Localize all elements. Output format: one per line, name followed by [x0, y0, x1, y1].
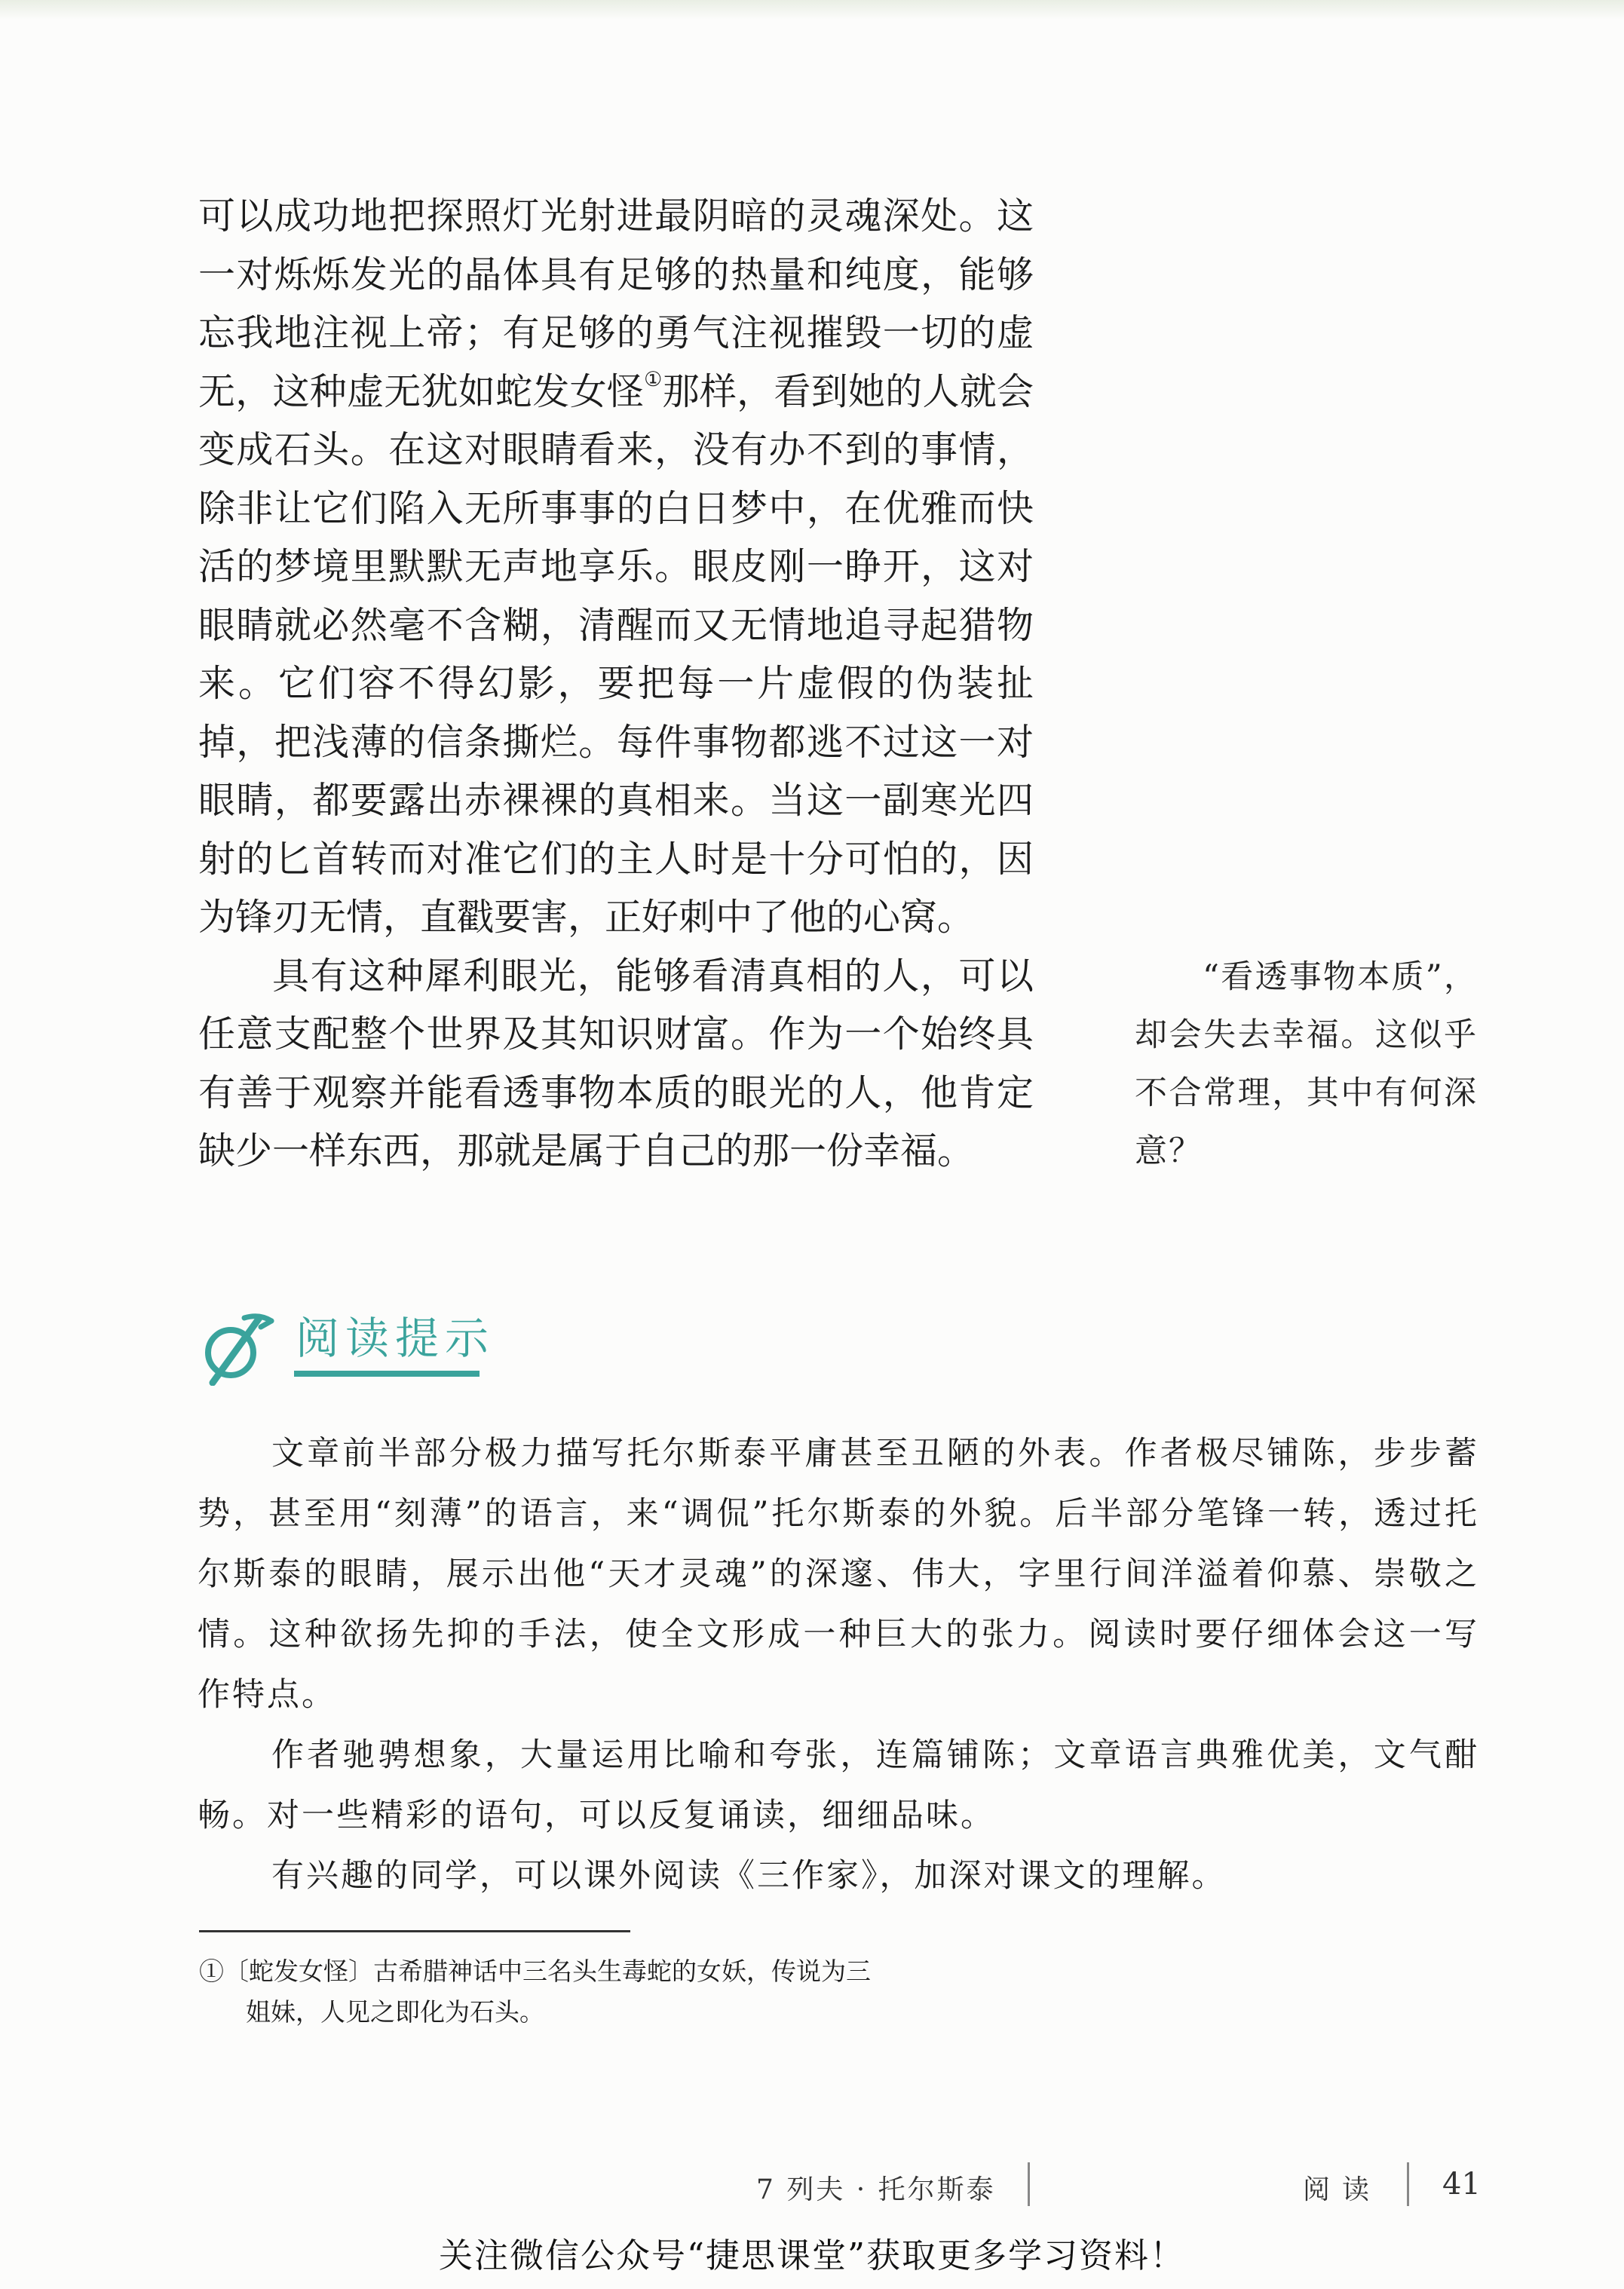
footer-lesson-title: 7 列夫 · 托尔斯泰 [756, 2174, 996, 2205]
reading-tips-body [198, 1423, 1479, 1906]
reading-tips-underline [294, 1371, 480, 1377]
reading-tips-title: 阅读提示 [296, 1313, 495, 1364]
reading-tips-icon [198, 1310, 279, 1386]
page-top-edge [0, 0, 1624, 20]
reading-tips-paragraph-1: 文章前半部分极力描写托尔斯泰平庸甚至丑陋的外表。作者极尽铺陈，步步蓄势，甚至用“刻薄”的语言，来“调侃”托尔斯泰的外貌。后半部分笔锋一转，透过托尔斯泰的眼睛，展示出他“天才灵魂”的深邃、伟大，字里行间洋溢着仰慕、崇敬之情。这种欲扬先抑的手法，使全文形成一种巨大的张力。阅读时要仔细体会这一写作特点。 [198, 1435, 1479, 1714]
main-paragraph-1-part-b: 那样，看到她的人就会变成石头。在这对眼睛看来，没有办不到的事情，除非让它们陷入无所事事的白日梦中，在优雅而快活的梦境里默默无声地享乐。眼皮刚一睁开，这对眼睛就必然毫不含糊，清醒而又无情地追寻起猎物来。它们容不得幻影，要把每一片虚假的伪装扯掉，把浅薄的信条撕烂。每件事物都逃不过这一对眼睛，都要露出赤裸裸的真相来。当这一副寒光四射的匕首转而对准它们的主人时是十分可怕的，因为锋刃无情，直戳要害，正好刺中了他的心窝。 [198, 369, 1034, 939]
footer-unit-label: 阅读 [1303, 2174, 1382, 2205]
page-number: 41 [1442, 2167, 1481, 2202]
margin-note-text: “看透事物本质”，却会失去幸福。这似乎不合常理，其中有何深意？ [1135, 958, 1478, 1170]
main-paragraph-1-part-a: 可以成功地把探照灯光射进最阴暗的灵魂深处。这一对烁烁发光的晶体具有足够的热量和纯度，能够忘我地注视上帝；有足够的勇气注视摧毁一切的虚无，这种虚无犹如蛇发女怪 [198, 195, 1034, 413]
page-footer [0, 2168, 1624, 2214]
footer-divider [1028, 2162, 1030, 2206]
footnote-reference-1[interactable]: ① [644, 367, 663, 391]
footnote [199, 1951, 878, 2033]
reading-tips-paragraph-3: 有兴趣的同学，可以课外阅读《三作家》，加深对课文的理解。 [271, 1857, 1227, 1895]
watermark-caption: 关注微信公众号“捷思课堂”获取更多学习资料！ [438, 2235, 1185, 2275]
reading-tips-header [198, 1310, 499, 1393]
margin-note [1135, 948, 1478, 1181]
main-paragraph-1 [198, 187, 1034, 947]
footer-divider [1407, 2162, 1409, 2206]
reading-tips-paragraph-2: 作者驰骋想象，大量运用比喻和夸张，连篇铺陈；文章语言典雅优美，文气酣畅。对一些精彩的语句，可以反复诵读，细细品味。 [198, 1736, 1479, 1834]
main-paragraph-2: 具有这种犀利眼光，能够看清真相的人，可以任意支配整个世界及其知识财富。作为一个始终具有善于观察并能看透事物本质的眼光的人，他肯定缺少一样东西，那就是属于自己的那一份幸福。 [198, 954, 1034, 1172]
main-text-column [198, 187, 1034, 1181]
footnote-divider [199, 1930, 630, 1932]
footnote-text: ①〔蛇发女怪〕古希腊神话中三名头生毒蛇的女妖，传说为三姐妹，人见之即化为石头。 [199, 1957, 871, 2027]
